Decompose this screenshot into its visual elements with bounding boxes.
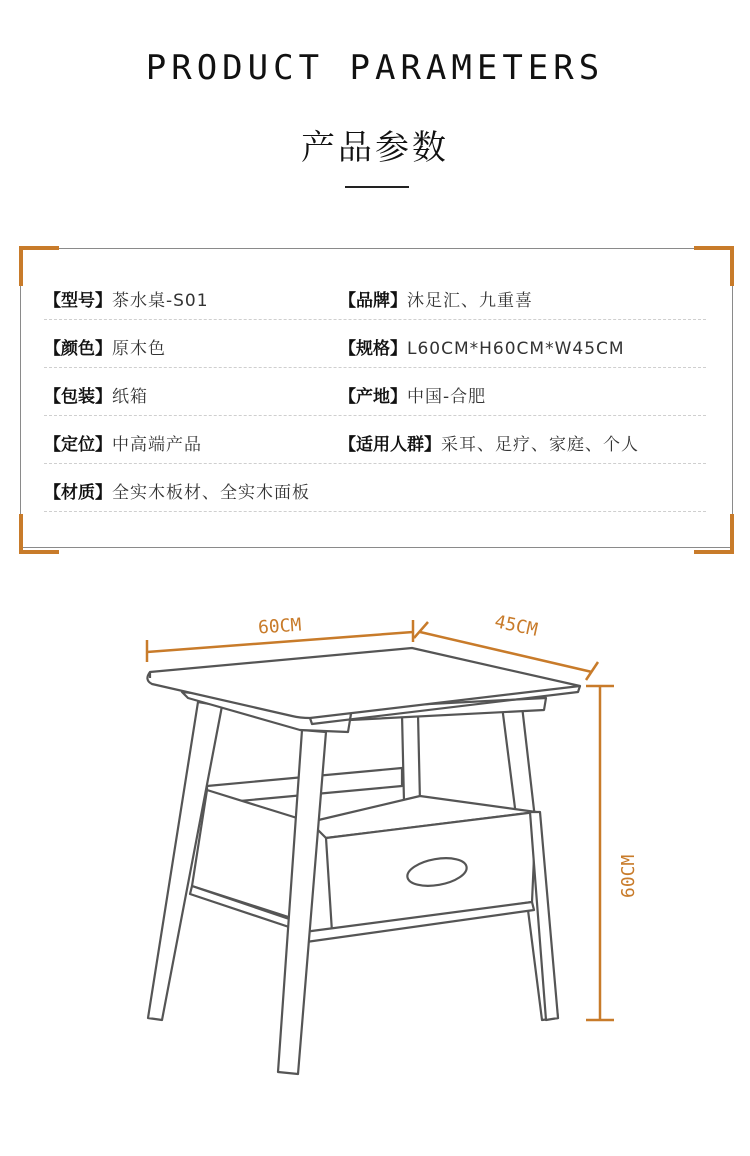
corner-accent-bottom-left [19, 514, 59, 554]
param-row [44, 416, 706, 464]
param-value: 茶水桌-S01 [112, 291, 209, 311]
param-audience [339, 430, 639, 455]
param-model [44, 286, 209, 311]
param-brand [339, 286, 533, 311]
param-value: 中国-合肥 [407, 387, 487, 407]
corner-accent-bottom-right [694, 514, 734, 554]
parameter-table [44, 272, 706, 512]
param-value: 原木色 [112, 339, 166, 359]
param-color [44, 334, 166, 359]
param-material [44, 478, 310, 503]
param-origin [339, 382, 486, 407]
param-key: 【包装】 [44, 387, 112, 407]
param-row [44, 464, 706, 512]
param-row [44, 272, 706, 320]
length-label: 60CM [257, 614, 303, 639]
param-key: 【适用人群】 [339, 435, 441, 455]
height-label: 60CM [618, 854, 639, 898]
table-illustration [147, 648, 580, 1074]
param-key: 【颜色】 [44, 339, 112, 359]
param-positioning [44, 430, 202, 455]
param-key: 【产地】 [339, 387, 407, 407]
width-label: 45CM [492, 611, 540, 641]
param-value: 纸箱 [112, 387, 148, 407]
param-spec [339, 334, 625, 359]
param-key: 【品牌】 [339, 291, 407, 311]
param-key: 【型号】 [44, 291, 112, 311]
param-value: L60CM*H60CM*W45CM [407, 339, 625, 359]
param-row [44, 368, 706, 416]
param-key: 【规格】 [339, 339, 407, 359]
param-key: 【定位】 [44, 435, 112, 455]
table-dimension-diagram [0, 590, 750, 1110]
param-value: 沐足汇、九重喜 [407, 291, 533, 311]
param-row [44, 320, 706, 368]
param-key: 【材质】 [44, 483, 112, 503]
title-divider [345, 186, 409, 188]
param-value: 全实木板材、全实木面板 [112, 483, 310, 503]
param-value: 采耳、足疗、家庭、个人 [441, 435, 639, 455]
title-english: PRODUCT PARAMETERS [145, 48, 605, 88]
param-value: 中高端产品 [112, 435, 202, 455]
title-chinese: 产品参数 [301, 128, 449, 168]
param-packaging [44, 382, 148, 407]
